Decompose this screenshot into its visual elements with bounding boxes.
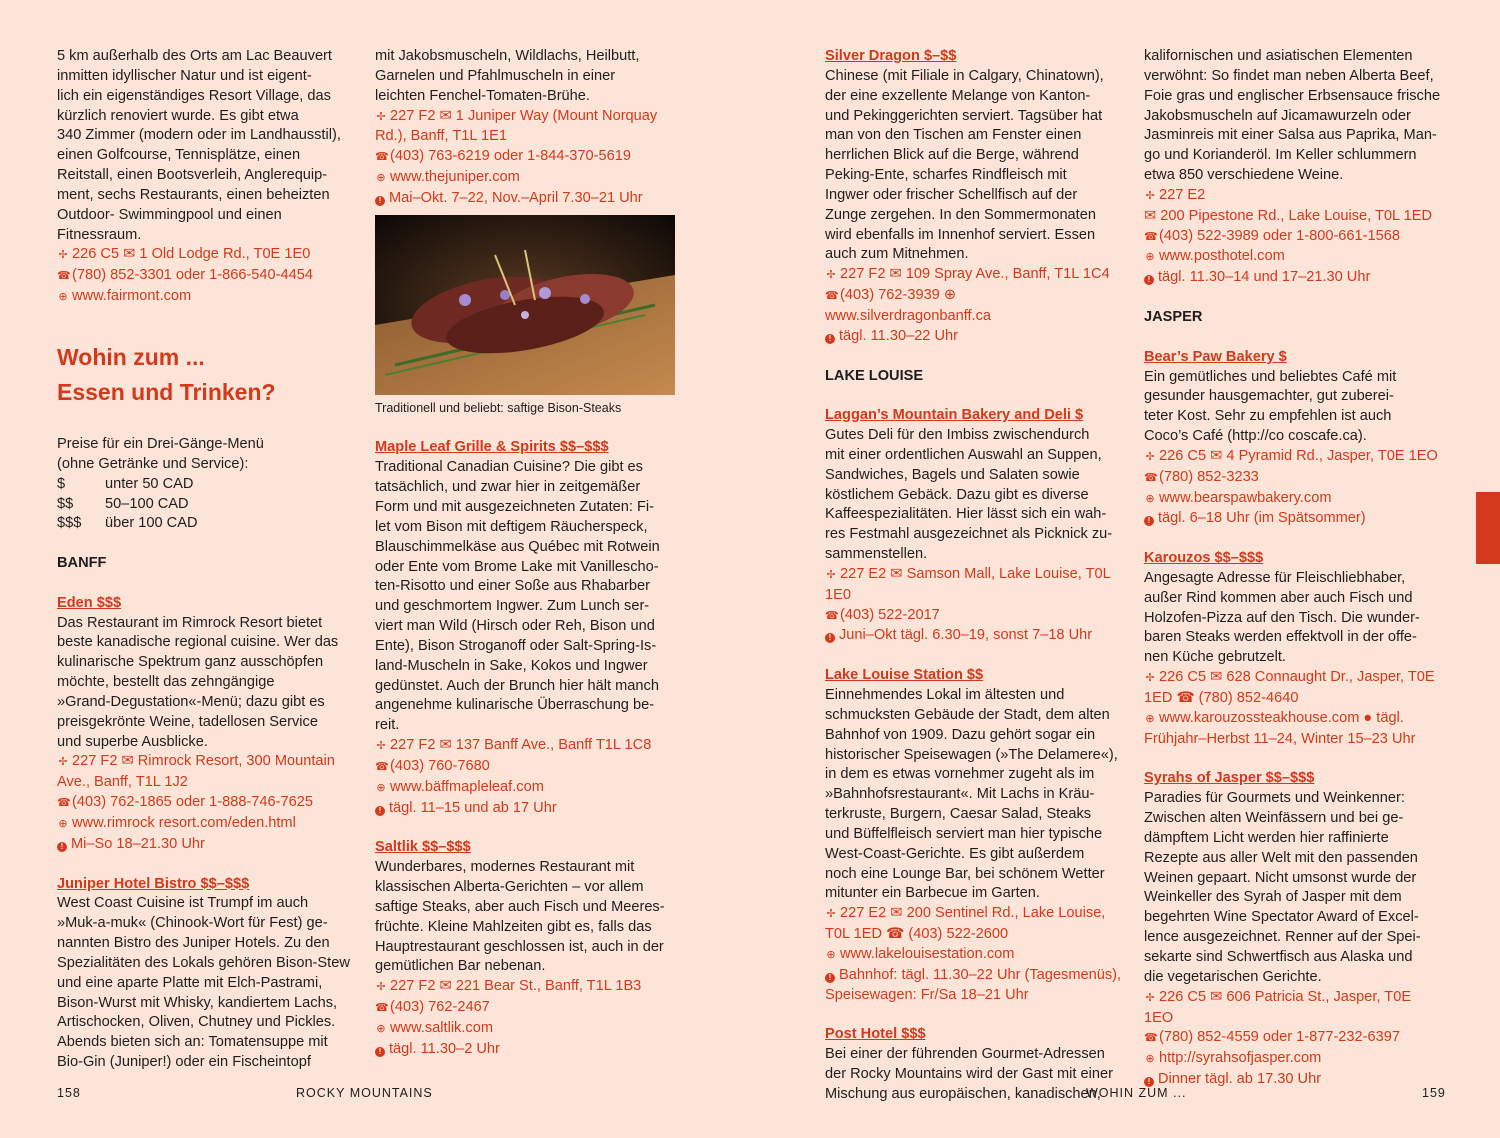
heading-line-2: Essen und Trinken? <box>57 378 276 405</box>
web-icon: ⊕ <box>1145 1053 1155 1066</box>
map-pin-icon: ✢ <box>1145 991 1155 1004</box>
restaurant-syrahs[interactable]: Syrahs of Jasper $$–$$$ <box>1144 770 1315 787</box>
web-icon: ⊕ <box>58 818 68 830</box>
section-banff: BANFF <box>57 555 107 572</box>
column-2 <box>375 47 680 1060</box>
photo-caption: Traditionell und beliebt: saftige Bison-Steaks <box>375 400 622 415</box>
laggan-info: ✢ 227 E2 ✉ Samson Mall, Lake Louise, T0L 1E0 ☎(403) 522-2017 ! Juni–Okt tägl. 6.30–19, sonst 7–18 Uhr <box>825 565 1111 644</box>
saltlik-info: ✢ 227 F2 ✉ 221 Bear St., Banff, T1L 1B3 ☎(403) 762-2467 ⊕ www.saltlik.com ! tägl. 11.30–2 Uhr <box>375 978 642 1057</box>
website-link[interactable]: www.karouzossteakhouse.com ● tägl. <box>1159 709 1404 726</box>
restaurant-saltlik[interactable]: Saltlik $$–$$$ <box>375 839 471 856</box>
phone-icon: ☎ <box>375 151 389 164</box>
clock-icon: ! <box>825 334 835 344</box>
laggan-description: Gutes Deli für den Imbiss zwischendurch mit einer ordentlichen Auswahl an Suppen, Sandwiches, Bagels und Salaten sowie köstlichem Gebäck. Dazu gibt es diverse Kaffeespezialitäten. Hier lässt sich ein wah- res Festmahl ausgezeichnet als Picknick zu- sammenstellen. <box>825 427 1113 563</box>
clock-icon: ! <box>1144 1077 1154 1087</box>
website-link[interactable]: www.rimrock resort.com/eden.html <box>72 815 296 831</box>
price-table: $ unter 50 CAD $$ 50–100 CAD $$$ über 100 CAD <box>57 475 198 532</box>
website-link[interactable]: www.posthotel.com <box>1159 248 1285 265</box>
section-lake-louise: LAKE LOUISE <box>825 367 924 384</box>
web-icon: ⊕ <box>376 172 386 185</box>
column-4 <box>1144 47 1444 1090</box>
map-pin-icon: ✢ <box>826 269 836 282</box>
running-head-right: WOHIN ZUM ... <box>1086 1086 1187 1100</box>
website-link[interactable]: http://syrahsofjasper.com <box>1159 1050 1322 1067</box>
running-head-left: ROCKY MOUNTAINS <box>296 1086 433 1100</box>
restaurant-maple-leaf[interactable]: Maple Leaf Grille & Spirits $$–$$$ <box>375 439 609 456</box>
clock-icon: ! <box>1144 516 1154 526</box>
clock-icon: ! <box>375 1047 385 1057</box>
phone-icon: ☎ <box>375 1002 389 1015</box>
bison-steak-photo <box>375 215 675 395</box>
juniper-info: ✢ 227 F2 ✉ 1 Juniper Way (Mount Norquay Rd.), Banff, T1L 1E1 ☎(403) 763-6219 oder 1-844-370-5619 ⊕ www.thejuniper.com ! Mai–Okt. 7–22, Nov.–April 7.30–21 Uhr <box>375 107 658 206</box>
website-link[interactable]: www.saltlik.com <box>390 1019 493 1036</box>
clock-icon: ! <box>825 973 835 983</box>
restaurant-juniper[interactable]: Juniper Hotel Bistro $$–$$$ <box>57 875 250 892</box>
restaurant-karouzos[interactable]: Karouzos $$–$$$ <box>1144 550 1264 567</box>
website-link[interactable]: www.lakelouisestation.com <box>840 945 1015 962</box>
page-number-right: 159 <box>1422 1086 1446 1100</box>
restaurant-eden[interactable]: Eden $$$ <box>57 594 122 611</box>
phone-icon: ☎ <box>1144 1032 1158 1045</box>
restaurant-silver-dragon[interactable]: Silver Dragon $–$$ <box>825 48 957 64</box>
intro-text: 5 km außerhalb des Orts am Lac Beauvert inmitten idyllischer Natur und ist eigent- lich ein eigenständiges Resort Village, das kürzlich renoviert wurde. Es gibt etwa 340 Zimmer (modern oder im Landhausstil), einen Golfcourse, Tennisplätze, einen Reitstall, einen Bootsverleih, Anglerequip- ment, sechs Restaurants, einen beheizten Outdoor- Swimmingpool und einen Fitnessraum. <box>57 48 341 243</box>
clock-icon: ! <box>1144 275 1154 285</box>
section-jasper: JASPER <box>1144 308 1203 325</box>
karouzos-description: Angesagte Adresse für Fleischliebhaber, außer Rind kommen aber auch Fisch und Holzofen-Pizza auf den Tisch. Die wunder- baren Steaks werden effektvoll in der offe- nen Küche gebrutzelt. <box>1144 569 1420 666</box>
map-pin-icon: ✢ <box>826 568 836 581</box>
website-link[interactable]: www.fairmont.com <box>72 288 192 305</box>
website-link[interactable]: www.bearspawbakery.com <box>1159 489 1332 506</box>
post-info: ✢ 227 E2 ✉ 200 Pipestone Rd., Lake Louise, T0L 1ED ☎(403) 522-3989 oder 1-800-661-1568 ⊕ www.posthotel.com ! tägl. 11.30–14 und 17–21.30 Uhr <box>1144 186 1433 286</box>
station-description: Einnehmendes Lokal im ältesten und schmucksten Gebäude der Stadt, dem alten Bahnhof von 1909. Dazu gehört sogar ein historischer Speisewagen (»The Delamere«), in dem es etwas vornehmer zugeht als im »Bahnhofsrestaurant«. Mit Lachs in Kräu- terkruste, Burgern, Caesar Salad, Steaks und Büffelfleisch serviert man hier typische West-Coast-Gerichte. Es gibt außerdem noch eine Lounge Bar, bei schönem Wetter mitunter ein Barbecue im Garten. <box>825 687 1118 902</box>
syrahs-info: ✢ 226 C5 ✉ 606 Patricia St., Jasper, T0E 1EO ☎(780) 852-4559 oder 1-877-232-6397 ⊕ http://syrahsofjasper.com ! Dinner tägl. ab 17.30 Uhr <box>1144 988 1412 1088</box>
post-description-cont: kalifornischen und asiatischen Elementen verwöhnt: So findet man neben Alberta Beef, Foie gras und englischer Erbsensauce frische Jakobsmuscheln auf Jicamawurzeln oder Jasminreis mit einer Salsa aus Paprika, Man- go und Korianderöl. Im Keller schlummern etwa 850 verschiedene Weine. <box>1144 48 1441 184</box>
restaurant-bears-paw[interactable]: Bear’s Paw Bakery $ <box>1144 348 1287 365</box>
phone-icon: ☎ <box>1144 471 1158 484</box>
web-icon: ⊕ <box>1145 492 1155 505</box>
clock-icon: ! <box>375 806 385 816</box>
clock-icon: ! <box>825 633 835 643</box>
station-info: ✢ 227 E2 ✉ 200 Sentinel Rd., Lake Louise, T0L 1ED ☎ (403) 522-2600 ⊕ www.lakelouisestation.com ! Bahnhof: tägl. 11.30–22 Uhr (Tagesmenüs), Speisewagen: Fr/Sa 18–21 Uhr <box>825 905 1122 1003</box>
saltlik-description: Wunderbares, modernes Restaurant mit klassischen Alberta-Gerichten – vor allem saftige Steaks, aber auch Fisch und Meeres- früchte. Kleine Mahlzeiten gibt es, falls das Hauptrestaurant geschlossen ist, auch in der gemütlichen Bar nebenan. <box>375 859 665 975</box>
column-3 <box>825 47 1125 1105</box>
web-icon: ⊕ <box>826 948 836 961</box>
map-pin-icon: ✢ <box>1145 189 1155 202</box>
map-pin-icon: ✢ <box>1145 672 1155 685</box>
map-pin-icon: ✢ <box>376 110 386 123</box>
column-1: 5 km außerhalb des Orts am Lac Beauvert inmitten idyllischer Natur und ist eigent- lich ein eigenständiges Resort Village, das kürzlich renoviert wurde. Es gibt etwa 340 Zimmer (modern oder im Landhausstil), einen Golfcourse, Tennisplätze, einen Reitstall, einen Bootsverleih, Anglerequip- ment, sechs Restaurants, einen beheizten Outdoor- Swimmingpool und einen Fitnessraum. ✢ 226 C5 ✉ 1 Old Lodge Rd., T0E 1E0 ☎(780) 852-3301 oder 1-866-540-4454 ⊕ www.fairmont.com Wohin zum ... Essen und Trinken? Preise für ein Drei-Gänge-Menü (ohne Getränke und Service): $ unter 50 CAD $$ 50–100 CAD $$$ über 100 CAD BANFF Eden $$$ Das Restaurant im Rimrock Resort bietet beste kanadische regional cuisine. Wer das kulinarische Spektrum ganz ausschöpfen möchte, bestellt das zehngängige »Grand-Degustation«-Menü; dazu gibt es preisgekrönte Weine, tadellosen Service und superbe Ausblicke. ✢ 227 F2 ✉ Rimrock Resort, 300 Mountain Ave., Banff, T1L 1J2 ☎(403) 762-1865 oder 1-888-746-7625 ⊕ www.rimrock resort.com/eden.html ! Mi–So 18–21.30 Uhr Juniper Hotel Bistro $$–$$$ West Coast Cuisine ist Trumpf im auch »Muk-a-muk« (Chinook-Wort für Fest) ge- nannten Bistro des Juniper Hotels. Zu den Spezialitäten des Lokals gehören Bison-Stew und eine aparte Platte mit Elch-Pastrami, Bison-Wurst mit Whisky, kandiertem Lachs, Artischocken, Oliven, Chutney und Pickles. Abends bieten sich an: Tomatensuppe mit Bio-Gin (Juniper!) oder ein Fischeintopf <box>57 47 352 1073</box>
web-icon: ⊕ <box>58 291 68 304</box>
clock-icon: ! <box>375 196 385 206</box>
silver-description: Chinese (mit Filiale in Calgary, Chinatown), der eine exzellente Melange von Kanton- und Pekinggerichten serviert. Tagsüber hat man von den Tischen am Fenster einen herrlichen Blick auf die Berge, während Peking-Ente, scharfes Rindfleisch mit Ingwer oder frischer Schellfisch auf der Zunge zergehen. In den Sommermonaten wird ebenfalls im Innenhof serviert. Essen auch zum Mitnehmen. <box>825 67 1104 263</box>
phone-icon: ☎ <box>57 270 71 283</box>
intro-info: ✢ 226 C5 ✉ 1 Old Lodge Rd., T0E 1E0 ☎(780) 852-3301 oder 1-866-540-4454 ⊕ www.fairmont.com <box>57 245 352 308</box>
restaurant-post-hotel[interactable]: Post Hotel $$$ <box>825 1026 926 1043</box>
heading-line-1: Wohin zum ... <box>57 343 205 370</box>
phone-icon: ☎ <box>57 797 71 810</box>
map-pin-icon: ✢ <box>376 740 386 753</box>
website-link[interactable]: www.bäffmapleleaf.com <box>390 778 544 795</box>
map-pin-icon: ✢ <box>58 249 68 262</box>
post-description: Bei einer der führenden Gourmet-Adressen der Rocky Mountains wird der Gast mit einer Mischung aus europäischen, kanadischen, <box>825 1046 1113 1102</box>
juniper-description-cont: mit Jakobsmuscheln, Wildlachs, Heilbutt, Garnelen und Pfahlmuscheln in einer leichten Fenchel-Tomaten-Brühe. <box>375 48 640 104</box>
map-pin-icon: ✢ <box>1145 450 1155 463</box>
website-link[interactable]: www.thejuniper.com <box>390 169 520 186</box>
web-icon: ⊕ <box>376 1022 386 1035</box>
map-pin-icon: ✢ <box>58 756 68 769</box>
web-icon: ⊕ <box>376 781 386 794</box>
restaurant-lake-louise-station[interactable]: Lake Louise Station $$ <box>825 667 984 684</box>
phone-icon: ☎ <box>825 609 839 622</box>
phone-icon: ☎ <box>825 290 839 303</box>
syrahs-description: Paradies für Gourmets und Weinkenner: Zwischen alten Weinfässern und bei ge- dämpftem Licht werden hier raffinierte Rezepte aus aller Welt mit den passenden Weinen gepaart. Nicht umsonst wurde der Weinkeller des Syrah of Jasper mit dem begehrten Wine Spectator Award of Excel- lence ausgezeichnet. Renner auf der Spei- sekarte sind Schwertfisch aus Alaska und die vegetarischen Gerichte. <box>1144 790 1421 985</box>
chapter-tab-marker <box>1476 492 1500 564</box>
maple-description: Traditional Canadian Cuisine? Die gibt es tatsächlich, und zwar hier in zeitgemäßer Form und mit ausgezeichneten Zutaten: Fi- let vom Bison mit deftigem Räucherspeck, Blauschimmelkäse aus Québec mit Rotwein oder Ente vom Brome Lake mit Vanillescho- ten-Risotto und einer Soße aus Rhabarber und geschmortem Ingwer. Zum Lunch ser- viert man Wild (Hirsch oder Reh, Bison und Ente), Bison Stroganoff oder Salt-Spring-Is- land-Muscheln in Sake, Kokos und Ingwer gedünstet. Auch der Brunch hier hält manch angenehme kulinarische Überraschung be- reit. <box>375 459 660 734</box>
web-icon: ⊕ <box>1145 251 1155 264</box>
maple-info: ✢ 227 F2 ✉ 137 Banff Ave., Banff T1L 1C8 ☎(403) 760-7680 ⊕ www.bäffmapleleaf.com ! tägl. 11–15 und ab 17 Uhr <box>375 737 652 816</box>
web-icon: ⊕ <box>1145 712 1155 725</box>
page-number-left: 158 <box>57 1086 81 1100</box>
map-pin-icon: ✢ <box>376 981 386 994</box>
bear-description: Ein gemütliches und beliebtes Café mit gesunder hausgemachter, gut zuberei- teter Kost. Sehr zu empfehlen ist auch Coco’s Café (http://co coscafe.ca). <box>1144 368 1397 445</box>
juniper-description: West Coast Cuisine ist Trumpf im auch »Muk-a-muk« (Chinook-Wort für Fest) ge- nannten Bistro des Juniper Hotels. Zu den Spezialitäten des Lokals gehören Bison-Stew und eine aparte Platte mit Elch-Pastrami, Bison-Wurst mit Whisky, kandiertem Lachs, Artischocken, Oliven, Chutney und Pickles. Abends bieten sich an: Tomatensuppe mit Bio-Gin (Juniper!) oder ein Fischeintopf <box>57 895 350 1071</box>
map-pin-icon: ✢ <box>826 908 836 921</box>
phone-icon: ☎ <box>1144 230 1158 243</box>
karouzos-info: ✢ 226 C5 ✉ 628 Connaught Dr., Jasper, T0E 1ED ☎ (780) 852-4640 ⊕ www.karouzossteakhouse.com ● tägl. Frühjahr–Herbst 11–24, Winter 15–23 Uhr <box>1144 669 1435 747</box>
eden-info: ✢ 227 F2 ✉ Rimrock Resort, 300 Mountain Ave., Banff, T1L 1J2 ☎(403) 762-1865 oder 1-888-746-7625 ⊕ www.rimrock resort.com/eden.html ! Mi–So 18–21.30 Uhr <box>57 753 335 852</box>
bear-info: ✢ 226 C5 ✉ 4 Pyramid Rd., Jasper, T0E 1EO ☎(780) 852-3233 ⊕ www.bearspawbakery.com ! tägl. 6–18 Uhr (im Spätsommer) <box>1144 447 1438 527</box>
eden-description: Das Restaurant im Rimrock Resort bietet beste kanadische regional cuisine. Wer das kulinarische Spektrum ganz ausschöpfen möchte, bestellt das zehngängige »Grand-Degustation«-Menü; dazu gibt es preisgekrönte Weine, tadellosen Service und superbe Ausblicke. <box>57 614 339 750</box>
clock-icon: ! <box>57 842 67 852</box>
restaurant-laggans[interactable]: Laggan’s Mountain Bakery and Deli $ <box>825 407 1084 424</box>
phone-icon: ☎ <box>375 760 389 773</box>
silver-info: ✢ 227 F2 ✉ 109 Spray Ave., Banff, T1L 1C4 ☎(403) 762-3939 ⊕ www.silverdragonbanff.ca ! tägl. 11.30–22 Uhr <box>825 266 1110 344</box>
